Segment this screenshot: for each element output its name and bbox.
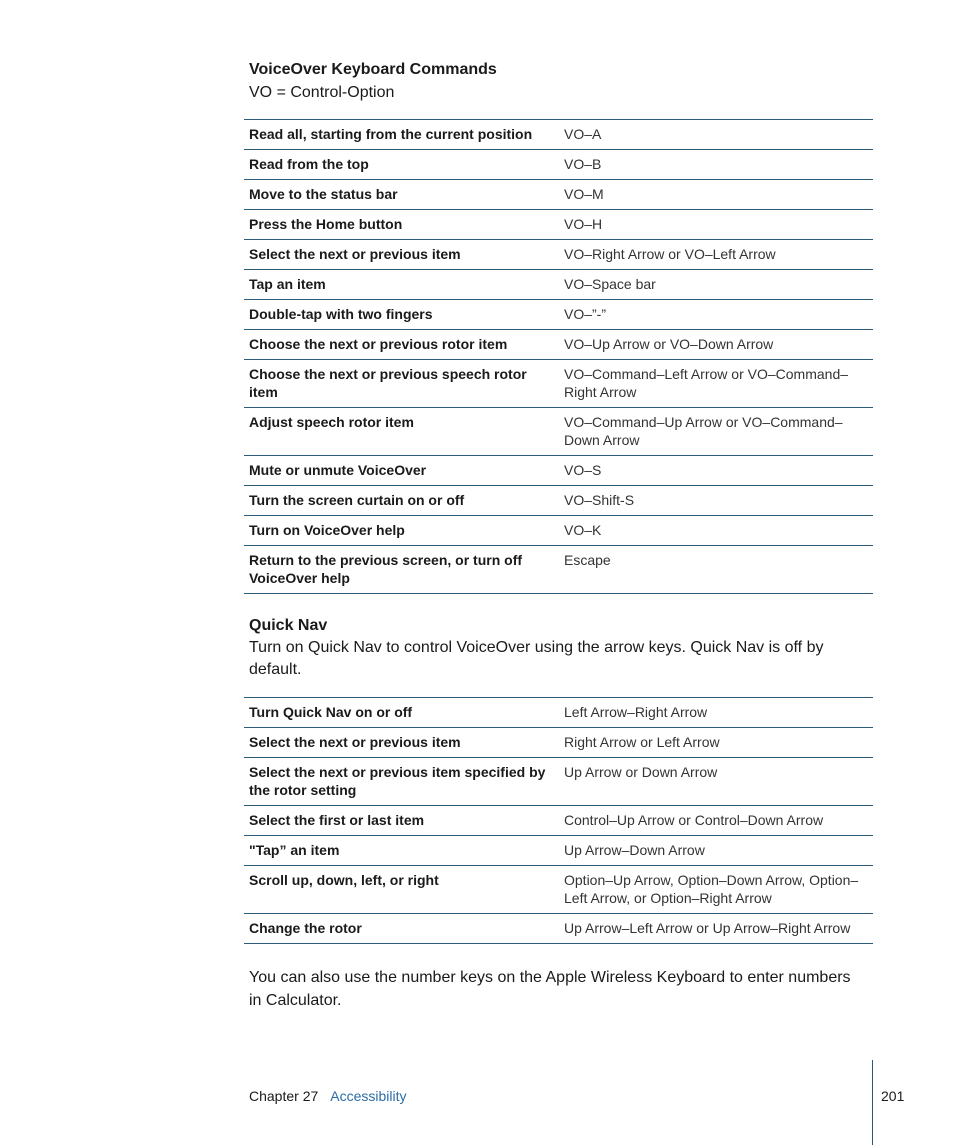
table-row: [244, 180, 873, 210]
command-keys: VO–H: [564, 216, 603, 232]
table-row: [244, 806, 873, 836]
command-action: Choose the next or previous speech rotor item: [249, 366, 527, 400]
quick-nav-description: Turn on Quick Nav to control VoiceOver using the arrow keys. Quick Nav is off by default.: [249, 639, 824, 678]
page-number: 201: [881, 1088, 905, 1104]
command-action: Press the Home button: [249, 216, 403, 232]
table-row: [244, 516, 873, 546]
footer-chapter: Chapter 27: [249, 1088, 319, 1104]
quick-nav-commands-table: [244, 697, 873, 944]
command-keys: Escape: [564, 552, 611, 568]
command-keys: VO–K: [564, 522, 602, 538]
table-row: [244, 698, 873, 728]
command-action: Turn on VoiceOver help: [249, 522, 405, 538]
command-keys: VO–Command–Up Arrow or VO–Command–Down Arrow: [564, 414, 843, 448]
table-row: [244, 300, 873, 330]
command-keys: VO–M: [564, 186, 604, 202]
command-action: Select the next or previous item: [249, 734, 461, 750]
command-action: Read from the top: [249, 156, 369, 172]
command-keys: Up Arrow–Down Arrow: [564, 842, 705, 858]
page-content: [249, 60, 873, 1028]
table-row: [244, 758, 873, 806]
command-action: Turn the screen curtain on or off: [249, 492, 465, 508]
command-keys: Up Arrow or Down Arrow: [564, 764, 718, 780]
table-row: [244, 210, 873, 240]
command-keys: Up Arrow–Left Arrow or Up Arrow–Right Arrow: [564, 920, 851, 936]
page-footer: [249, 1088, 407, 1104]
command-keys: Left Arrow–Right Arrow: [564, 704, 708, 720]
command-action: Double-tap with two fingers: [249, 306, 433, 322]
table-row: [244, 728, 873, 758]
command-keys: VO–”-”: [564, 306, 606, 322]
command-action: Choose the next or previous rotor item: [249, 336, 508, 352]
table-row: [244, 914, 873, 944]
command-action: Scroll up, down, left, or right: [249, 872, 439, 888]
table-row: [244, 150, 873, 180]
command-keys: Right Arrow or Left Arrow: [564, 734, 720, 750]
command-action: "Tap” an item: [249, 842, 340, 858]
command-keys: VO–Right Arrow or VO–Left Arrow: [564, 246, 776, 262]
section-title-quick-nav: Quick Nav: [249, 617, 328, 634]
command-keys: VO–Command–Left Arrow or VO–Command–Right Arrow: [564, 366, 849, 400]
table-row: [244, 836, 873, 866]
command-action: Adjust speech rotor item: [249, 414, 414, 430]
command-keys: VO–S: [564, 462, 602, 478]
table-row: [244, 486, 873, 516]
command-keys: VO–Space bar: [564, 276, 656, 292]
command-action: Read all, starting from the current position: [249, 126, 533, 142]
table-row: [244, 360, 873, 408]
table-row: [244, 270, 873, 300]
command-keys: VO–B: [564, 156, 602, 172]
section-subtitle-vo-definition: VO = Control-Option: [249, 84, 395, 101]
calculator-note: You can also use the number keys on the Apple Wireless Keyboard to enter numbers in Calculator.: [249, 969, 851, 1009]
quick-nav-section: [249, 616, 873, 681]
voiceover-commands-table: [244, 119, 873, 594]
command-action: Select the next or previous item: [249, 246, 461, 262]
table-row: [244, 330, 873, 360]
table-row: [244, 240, 873, 270]
table-row: [244, 866, 873, 914]
table-row: [244, 408, 873, 456]
command-action: Turn Quick Nav on or off: [249, 704, 413, 720]
command-action: Tap an item: [249, 276, 326, 292]
table-row: [244, 456, 873, 486]
table-row: [244, 120, 873, 150]
command-action: Move to the status bar: [249, 186, 398, 202]
section-title-voiceover-commands: VoiceOver Keyboard Commands: [249, 61, 497, 78]
command-keys: VO–Shift-S: [564, 492, 635, 508]
page-number-divider: [872, 1060, 873, 1145]
command-keys: VO–A: [564, 126, 602, 142]
command-action: Change the rotor: [249, 920, 362, 936]
footer-chapter-link[interactable]: Accessibility: [330, 1088, 407, 1104]
command-keys: Option–Up Arrow, Option–Down Arrow, Option–Left Arrow, or Option–Right Arrow: [564, 872, 859, 906]
command-keys: VO–Up Arrow or VO–Down Arrow: [564, 336, 774, 352]
command-action: Select the next or previous item specified by the rotor setting: [249, 764, 546, 798]
command-action: Mute or unmute VoiceOver: [249, 462, 427, 478]
table-row: [244, 546, 873, 594]
command-keys: Control–Up Arrow or Control–Down Arrow: [564, 812, 824, 828]
command-action: Select the first or last item: [249, 812, 425, 828]
command-action: Return to the previous screen, or turn off VoiceOver help: [249, 552, 523, 586]
